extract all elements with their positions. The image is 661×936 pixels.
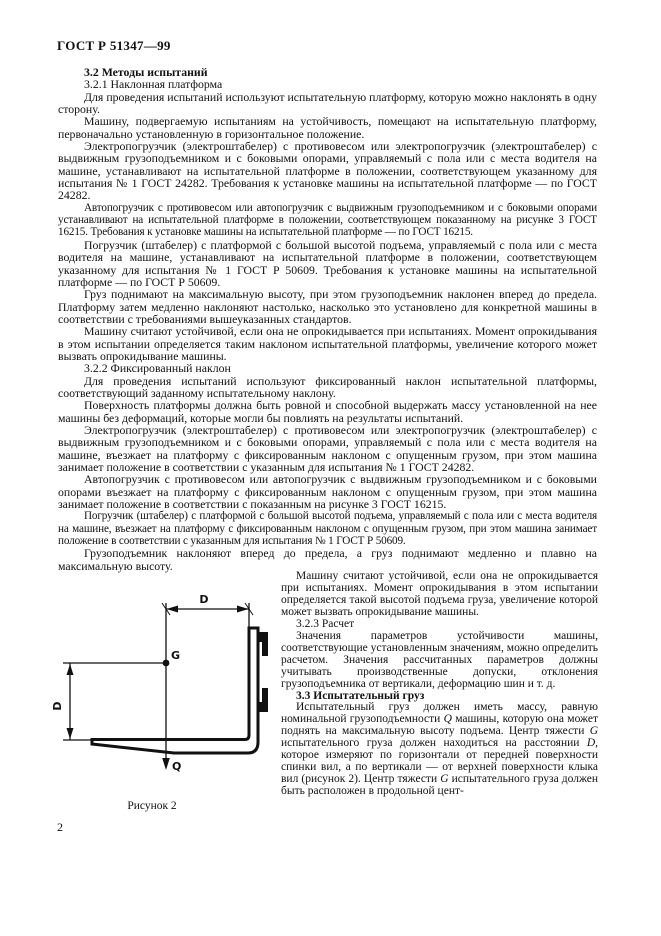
- paragraph: Испытательный груз должен иметь массу, равную номинальной грузоподъемности Q машины, которую она может поднять на максимальную высоту подъема. Центр тяжести G испытательного груза должен находиться на расстоянии D, которое измеряют по горизонтали от передней поверхности спинки вил, а по вертикали — от верхней поверхности клыка вил (рисунок 2). Центр тяжести G испытательного груза должен быть расположен в продольной цент-: [281, 701, 599, 798]
- dimension-d-horizontal-label: D: [199, 593, 209, 606]
- paragraph: Автопогрузчик с противовесом или автопогрузчик с выдвижным грузоподъемником и с боковыми опорами въезжает на платформу с фиксированным наклоном с опущенным грузом, при этом машина занимает положение в соответствии с показанным на рисунке 3 ГОСТ 16215.: [58, 472, 597, 512]
- load-arrow-q: [162, 758, 170, 770]
- paragraph: Поверхность платформы должна быть ровной и способной выдержать массу установленной на нее машины без деформаций, которые могли бы повлиять на результаты испытаний.: [58, 398, 597, 425]
- paragraph: 3.3 Испытательный груз: [296, 689, 425, 702]
- gravity-center-label: G: [171, 649, 181, 662]
- paragraph: 3.2 Методы испытаний: [84, 65, 208, 79]
- figure-2-diagram: [52, 586, 292, 816]
- paragraph: 3.2.2 Фиксированный наклон: [84, 361, 231, 376]
- paragraph: Автопогрузчик с противовесом или автопогрузчик с выдвижным грузоподъемником и с боковыми опорами устанавливают на испытательной платформе в положении, соответствующем показанному на рисунке 3 ГОСТ 16215. Требования к установке машины на испытательной платформе — по ГОСТ 16215.: [58, 201, 597, 239]
- load-force-label: Q: [172, 760, 182, 773]
- main-text-block: [58, 66, 597, 572]
- paragraph: Машину, подвергаемую испытаниям на устойчивость, помещают на испытательную платформу, первоначально установленную в горизонтальное положение.: [58, 114, 597, 141]
- page-number: 2: [57, 820, 63, 834]
- center-of-gravity-dot: [163, 660, 170, 667]
- paragraph: Электропогрузчик (электроштабелер) с противовесом или электропогрузчик (электроштабелер) с выдвижным грузоподъемником и с боковыми опорами, управляемый с пола или с места водителя на машине, въезжает на платформу с фиксированным наклоном с опущенным грузом, при этом машина занимает положение в соответствии с указанным для испытания № 1 ГОСТ 24282.: [58, 422, 597, 474]
- fork-profile: [92, 628, 258, 753]
- arrowhead-up: [67, 664, 74, 675]
- paragraph: Для проведения испытаний используют фиксированный наклон испытательной платформы, соответствующий заданному испытательному наклону.: [58, 373, 597, 400]
- paragraph: Машину считают устойчивой, если она не опрокидывается при испытаниях. Момент опрокидывания в этом испытании определяется таким наклоном испытательной платформы, увеличение которого может вызвать опрокидывание машины.: [58, 324, 597, 363]
- paragraph: Груз поднимают на максимальную высоту, при этом грузоподъемник наклонен вперед до предела. Платформу затем медленно наклоняют настолько, насколько это установлено для конкретной машины в соответствии с требованиями вышеуказанных стандартов.: [58, 287, 597, 326]
- paragraph: Значения параметров устойчивости машины, соответствующие установленным значениям, можно определить расчетом. Значения рассчитанных параметров должны учитывать производственные допуски, отклонения грузоподъемника от вертикали, деформацию шин и т. д.: [281, 629, 598, 690]
- paragraph: Для проведения испытаний используют испытательную платформу, которую можно наклонять в одну сторону.: [58, 89, 597, 117]
- figure-caption: Рисунок 2: [127, 800, 177, 812]
- paragraph: Грузоподъемник наклоняют вперед до предела, а груз поднимают медленно и плавно на максимальную высоту.: [58, 546, 597, 573]
- paragraph: 3.2.1 Наклонная платформа: [84, 77, 223, 92]
- arrowhead-down: [67, 728, 74, 739]
- paragraph: 3.2.3 Расчет: [296, 617, 355, 630]
- right-column-text: [281, 571, 598, 798]
- dimension-d-vertical-label: D: [52, 701, 64, 711]
- fork-load-center-drawing: [52, 586, 292, 816]
- document-code: ГОСТ Р 51347—99: [57, 38, 171, 53]
- paragraph: Погрузчик (штабелер) с платформой с большой высотой подъема, управляемый с пола или с места водителя на машине, устанавливают на испытательной платформе в положении, соответствующем указанному для испытания № 1 ГОСТ Р 50609. Требования к установке машины на испытательной платформе — по ГОСТ Р 50609.: [58, 237, 597, 289]
- paragraph: Машину считают устойчивой, если она не опрокидывается при испытаниях. Момент опрокидывания в этом испытании определяется такой высотой подъема груза, увеличение которой может вызвать опрокидывание машины.: [281, 570, 598, 618]
- paragraph: Электропогрузчик (электроштабелер) с противовесом или электропогрузчик (электроштабелер) с выдвижным грузоподъемником и с боковыми опорами, управляемый с пола или с места водителя на машине, устанавливают на испытательной платформе в положении, соответствующем указанному для испытания № 1 ГОСТ 24282. Требования к установке машины на испытательной платформе — по ГОСТ 24282.: [58, 139, 597, 203]
- paragraph: Погрузчик (штабелер) с платформой с большой высотой подъема, управляемый с пола или с места водителя на машине, въезжает на платформу с фиксированным наклоном с опущенным грузом, при этом машина занимает положение в соответствии с указанным для испытания № 1 ГОСТ Р 50609.: [58, 510, 597, 548]
